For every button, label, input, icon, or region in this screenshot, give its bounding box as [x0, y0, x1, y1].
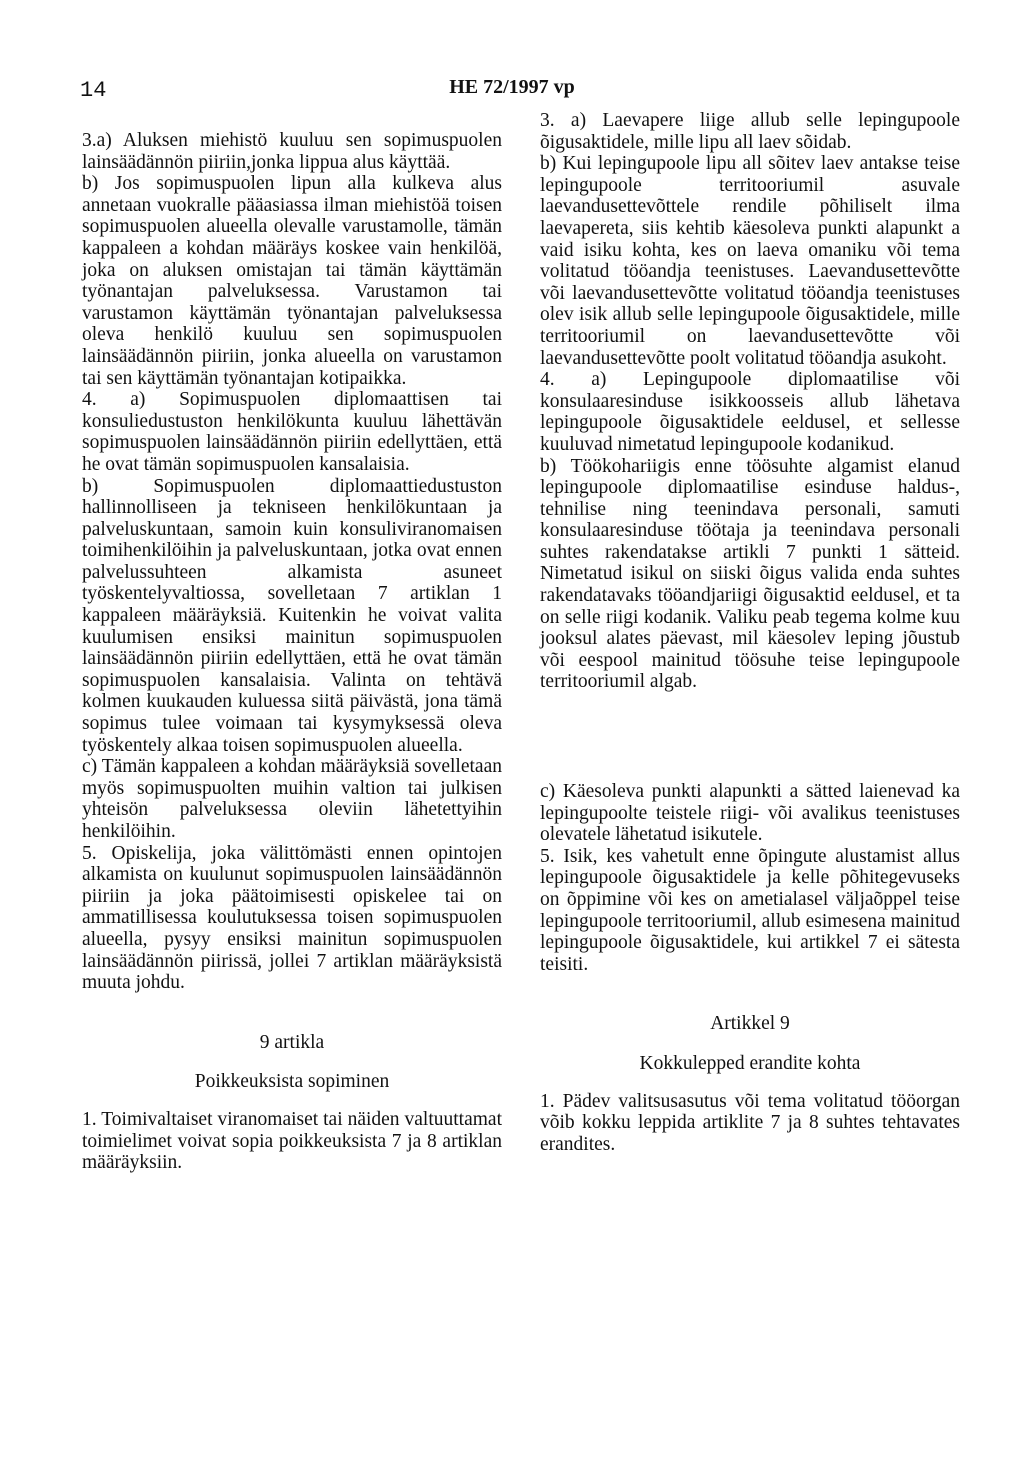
- left-paragraph-5: 5. Opiskelija, joka välittömästi ennen opintojen alkamista on kuulunut sopimuspuolen lainsäädännön piiriin ja joka päätoimisesti opiskelee tai on ammatillisessa koulutuksessa toisen sopimuspuolen alueella, pysyy ensiksi mainitun sopimuspuolen lainsäädännön piirissä, jollei 7 artiklan määräyksistä muuta johdu.: [82, 842, 502, 994]
- left-article-paragraph: 1. Toimivaltaiset viranomaiset tai näiden valtuuttamat toimielimet voivat sopia poikkeuksista 7 ja 8 artiklan määräyksiin.: [82, 1108, 502, 1174]
- left-article-title: Poikkeuksista sopiminen: [194, 1071, 390, 1093]
- left-paragraph-3b: b) Jos sopimuspuolen lipun alla kulkeva alus annetaan vuokralle pääasiassa ilman miehistöä toisen sopimuspuolen alueella olevalle varustamolle, tämän kappaleen a kohdan määräys koskee vain henkilöä, joka on aluksen omistajan tai tämän käyttämän työnantajan palveluksessa. Varustamon tai varustamon käyttämän työnantajan palveluksessa oleva henkilö kuuluu sen sopimuspuolen lainsäädännön piiriin, jonka alueella on varustamon tai sen käyttämän työnantajan kotipaikka.: [82, 173, 502, 389]
- left-article-number: 9 artikla: [259, 1031, 325, 1053]
- right-article-number: Artikkel 9: [710, 1013, 790, 1035]
- left-column-finnish: [82, 130, 502, 1174]
- document-header: HE 72/1997 vp: [449, 76, 575, 98]
- right-paragraph-4c: c) Käesoleva punkti alapunkti a sätted laienevad ka lepingupoolte teistele riigi- või avalikus teenistuses olevatele lähetatud isikutele.: [540, 781, 960, 846]
- left-paragraph-4a: 4. a) Sopimuspuolen diplomaattisen tai konsuliedustuston henkilökunta kuuluu lähettävän sopimuspuolen lainsäädännön piiriin edellyttäen, että he ovat tämän sopimuspuolen kansalaisia.: [82, 389, 502, 475]
- right-paragraph-4a: 4. a) Lepingupoole diplomaatilise või konsulaaresinduse isikkoosseis allub lähetava lepingupoole õigusaktidele eeldusel, et sellesse kuuluvad nimetatud lepingupoole kodanikud.: [540, 369, 960, 455]
- right-article-paragraph: 1. Pädev valitsusasutus või tema volitatud tööorgan võib kokku leppida artiklite 7 ja 8 suhtes tehtavates erandites.: [540, 1090, 960, 1155]
- left-paragraph-3a: 3.a) Aluksen miehistö kuuluu sen sopimuspuolen lainsäädännön piiriin,jonka lippua alus käyttää.: [82, 130, 502, 173]
- page-number: 14: [80, 78, 107, 103]
- left-paragraph-4b: b) Sopimuspuolen diplomaattiedustuston hallinnolliseen ja tekniseen henkilökuntaan ja palveluskuntaan, samoin kuin konsuliviranomaisen toimihenkilöihin ja palveluskuntaan, jotka ovat ennen palvelussuhteen alkamista asuneet työskentelyvaltiossa, sovelletaan 7 artiklan 1 kappaleen määräyksiä. Kuitenkin he voivat valita kuulumisen ensiksi mainitun sopimuspuolen lainsäädännön piiriin edellyttäen, että he ovat tämän sopimuspuolen kansalaisia. Valinta on tehtävä kolmen kuukauden kuluessa siitä päivästä, jona tämä sopimus tulee voimaan tai kysymyksessä oleva työskentely alkaa toisen sopimuspuolen alueella.: [82, 475, 502, 756]
- left-paragraph-4c: c) Tämän kappaleen a kohdan määräyksiä sovelletaan myös sopimuspuolten muihin valtion tai julkisen yhteisön palveluksessa oleviin lähetettyihin henkilöihin.: [82, 756, 502, 842]
- right-paragraph-5: 5. Isik, kes vahetult enne õpingute alustamist allus lepingupoole õigusaktidele ja kelle põhitegevuseks on õppimine või kes on ametialasel väljaõppel teise lepingupoole territooriumil, allub esimesena mainitud lepingupoole õigusaktidele, kui artikkel 7 ei sätesta teisiti.: [540, 845, 960, 975]
- right-column-estonian: [540, 110, 960, 1155]
- right-paragraph-4b: b) Töökohariigis enne töösuhte algamist elanud lepingupoole diplomaatilise esinduse haldus-, tehnilise ning teenindava personali, samuti konsulaaresinduse töötaja ja teenindava personali suhtes rakendatakse artikli 7 punkti 1 sätteid. Nimetatud isikul on siiski õigus valida enda suhtes rakendatavaks tööandjariigi õigusaktid eeldusel, et ta on selle riigi kodanik. Valiku peab tegema kolme kuu jooksul alates päevast, mil käesolev leping jõustub või eespool mainitud töösuhe teise lepingupoole territooriumil algab.: [540, 455, 960, 693]
- right-paragraph-3a: 3. a) Laevapere liige allub selle lepingupoole õigusaktidele, mille lipu all laev sõidab.: [540, 110, 960, 153]
- right-article-title: Kokkulepped erandite kohta: [639, 1052, 861, 1074]
- right-paragraph-3b: b) Kui lepingupoole lipu all sõitev laev antakse teise lepingupoole territooriumil asuvale laevandusettevõttele rendile põhiliselt ilma laevapereta, siis kehtib käesoleva punkti alapunkt a vaid isiku kohta, kes on laeva omaniku või tema volitatud tööandja teenistuses. Laevandusettevõtte või laevandusettevõtte volitatud tööandja teenistuses olev isik allub selle lepingupoole õigusaktidele, mille territooriumil on laevandusettevõtte või laevandusettevõtte poolt volitatud tööandja asukoht.: [540, 153, 960, 369]
